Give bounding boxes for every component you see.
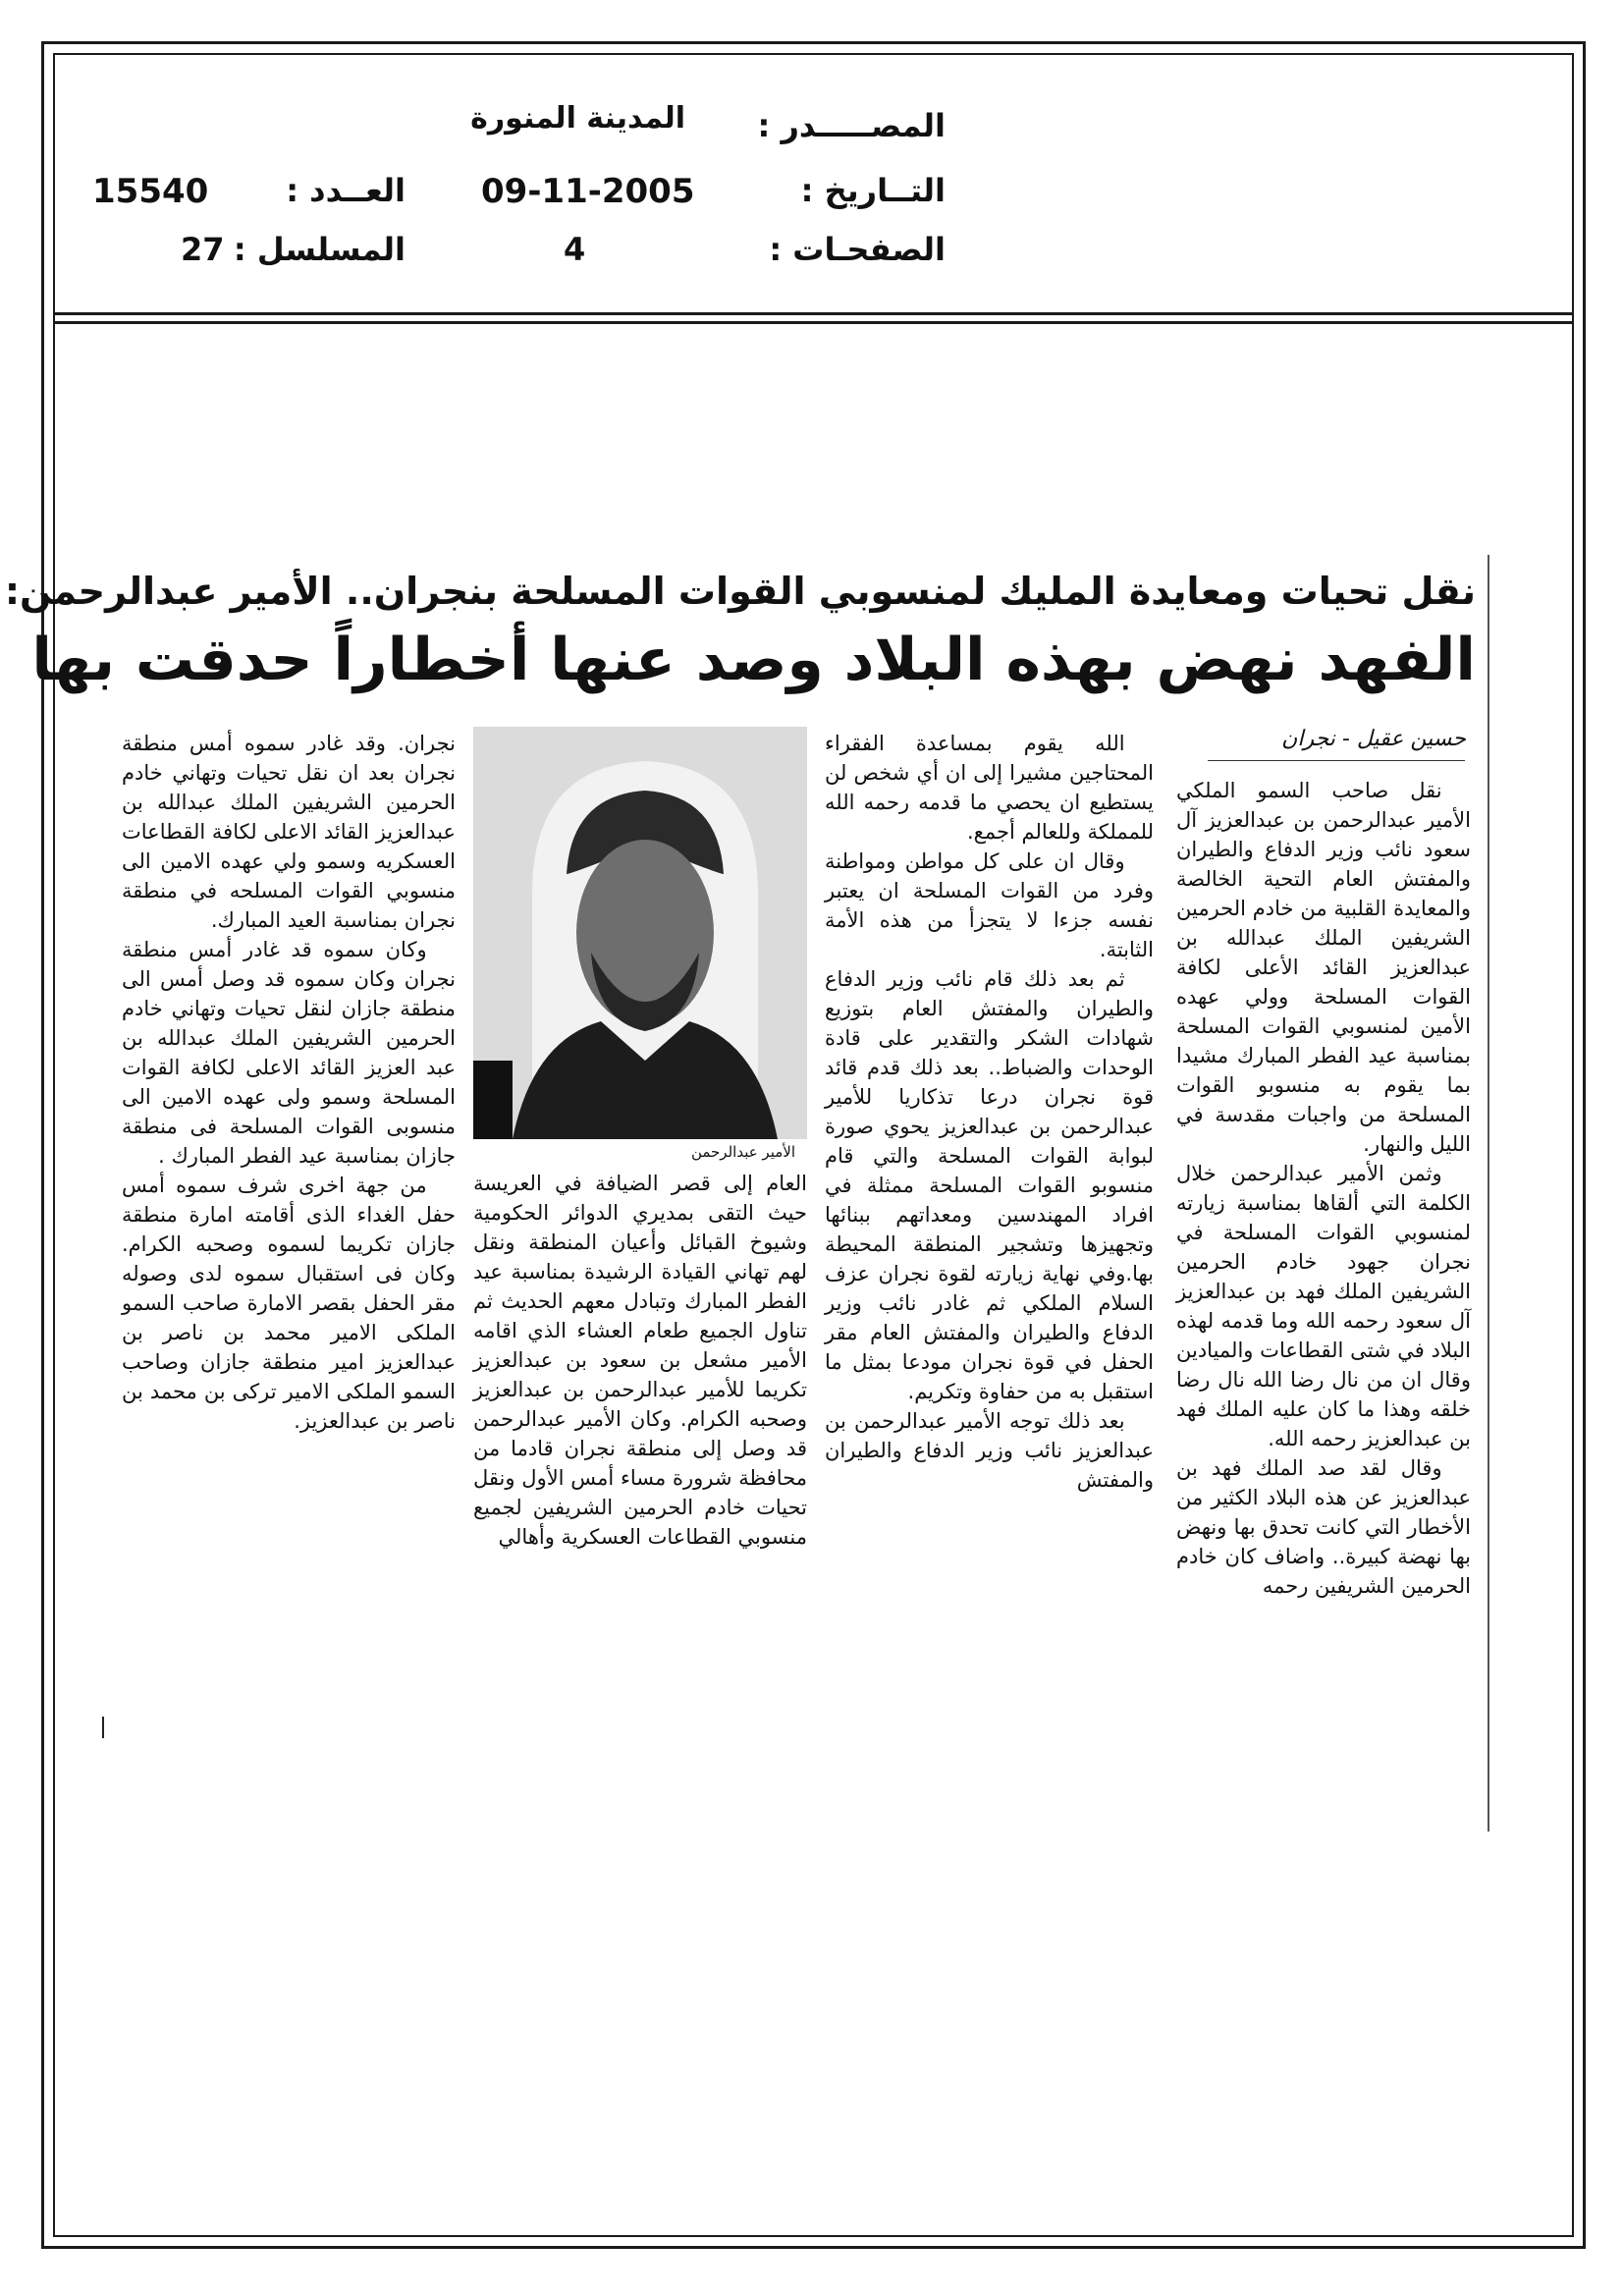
serial-label: المسلسل : — [233, 231, 406, 268]
paragraph: العام إلى قصر الضيافة في العريسة حيث التقى بمديري الدوائر الحكومية وشيوخ القبائل وأعيان المنطقة ونقل لهم تهاني القيادة الرشيدة بمناسبة عيد الفطر المبارك وتبادل معهم الحديث ثم تناول الجميع طعام العشاء الذي اقامه الأمير مشعل بن سعود بن عبدالعزيز تكريما للأمير عبدالرحمن بن عبدالعزيز وصحبه الكرام. وكان الأمير عبدالرحمن قد وصل إلى منطقة نجران قادما من محافظة شرورة مساء أمس الأول ونقل تحيات خادم الحرمين الشريفين لجميع منسوبي القطاعات العسكرية وأهالي — [473, 1172, 807, 1549]
paragraph: بعد ذلك توجه الأمير عبدالرحمن بن عبدالعزيز نائب وزير الدفاع والطيران والمفتش — [825, 1409, 1154, 1492]
photo-caption: الأمير عبدالرحمن — [690, 1143, 795, 1161]
article-column-1 — [1176, 776, 1471, 1601]
date-value: 09-11-2005 — [481, 172, 695, 211]
paragraph: نقل صاحب السمو الملكي الأمير عبدالرحمن بن عبدالعزيز آل سعود نائب وزير الدفاع والطيران والمفتش العام التحية الخالصة والمعايدة القلبية من خادم الحرمين الشريفين الملك عبدالله بن عبدالعزيز القائد الأعلى لكافة القوات المسلحة وولي عهده الأمين لمنسوبي القوات المسلحة بمناسبة عيد الفطر المبارك مشيدا بما يقوم به منسوبو القوات المسلحة من واجبات مقدسة في الليل والنهار. — [1176, 779, 1471, 1156]
article-column-4 — [122, 729, 456, 1436]
date-label: التــاريخ : — [800, 172, 946, 209]
article-column-3 — [473, 1169, 807, 1552]
article-headline: الفهد نهض بهذه البلاد وصد عنها أخطاراً حدقت بها — [31, 626, 1476, 694]
paragraph: وقال ان على كل مواطن ومواطنة وفرد من القوات المسلحة ان يعتبر نفسه جزءا لا يتجزأ من هذه الأمة الثابتة. — [825, 849, 1154, 961]
paragraph: من جهة اخرى شرف سموه أمس حفل الغداء الذى أقامته امارة منطقة جازان تكريما لسموه وصحبه الكرام. وكان فى استقبال سموه لدى وصوله مقر الحفل بقصر الامارة صاحب السمو الملكى الامير محمد بن ناصر بن عبدالعزيز امير منطقة جازان وصاحب السمو الملكى الامير تركى بن محمد بن ناصر بن عبدالعزيز. — [122, 1174, 456, 1433]
article-photo — [473, 727, 807, 1139]
serial-value: 27 — [181, 231, 225, 268]
header-divider — [53, 312, 1574, 324]
margin-mark — [102, 1717, 104, 1738]
paragraph: وقال لقد صد الملك فهد بن عبدالعزيز عن هذه البلاد الكثير من الأخطار التي كانت تحدق بها ونهض بها نهضة كبيرة.. واضاف كان خادم الحرمين الشريفين رحمه — [1176, 1456, 1471, 1598]
pages-label: الصفحـات : — [769, 231, 946, 268]
issue-value: 15540 — [92, 172, 209, 211]
paragraph: ثم بعد ذلك قام نائب وزير الدفاع والطيران والمفتش العام بتوزيع شهادات الشكر والتقدير على قادة الوحدات والضباط.. بعد ذلك قدم قائد قوة نجران درعا تذكاريا للأمير عبدالرحمن بن عبدالعزيز يحوي صورة لبوابة القوات المسلحة والتي قام منسوبو القوات المسلحة ممثلة في افراد المهندسين ومعداتهم ببنائها وتجهيزها وتشجير المنطقة المحيطة بها.وفي نهاية زيارته لقوة نجران عزف السلام الملكي ثم غادر نائب وزير الدفاع والطيران والمفتش العام مقر الحفل في قوة نجران مودعا بمثل ما استقبل به من حفاوة وتكريم. — [825, 967, 1154, 1403]
byline-underline — [1208, 760, 1465, 761]
article-column-2 — [825, 729, 1154, 1495]
paragraph: وثمن الأمير عبدالرحمن خلال الكلمة التي ألقاها بمناسبة زيارته لمنسوبي القوات المسلحة في نجران جهود خادم الحرمين الشريفين الملك فهد بن عبدالعزيز آل سعود رحمه الله وما قدمه لهذه البلاد في شتى القطاعات والميادين وقال ان من نال رضا الله نال رضا خلقه وهذا ما كان عليه الملك فهد بن عبدالعزيز رحمه الله. — [1176, 1162, 1471, 1450]
portrait-image — [473, 727, 807, 1139]
article-subheadline: نقل تحيات ومعايدة المليك لمنسوبي القوات المسلحة بنجران.. الأمير عبدالرحمن: — [4, 570, 1476, 613]
source-value: المدينة المنورة — [470, 101, 685, 136]
issue-label: العــدد : — [286, 172, 406, 209]
article-side-rule — [1488, 555, 1489, 1831]
article-byline: حسين عقيل - نجران — [1281, 727, 1466, 751]
paragraph: نجران. وقد غادر سموه أمس منطقة نجران بعد ان نقل تحيات وتهاني خادم الحرمين الشريفين الملك عبدالله بن عبدالعزيز القائد الاعلى لكافة القطاعات العسكريه وسمو ولي عهده الامين الى منسوبي القوات المسلحه في منطقة نجران بمناسبة العيد المبارك. — [122, 732, 456, 932]
paragraph: الله يقوم بمساعدة الفقراء المحتاجين مشيرا إلى ان أي شخص لن يستطيع ان يحصي ما قدمه رحمه الله للمملكة وللعالم أجمع. — [825, 732, 1154, 844]
pages-value: 4 — [564, 231, 586, 268]
paragraph: وكان سموه قد غادر أمس منطقة نجران وكان سموه قد وصل أمس الى منطقة جازان لنقل تحيات وتهاني خادم الحرمين الشريفين الملك عبدالله بن عبد العزيز القائد الاعلى لكافة القوات المسلحة وسمو ولى عهده الامين الى منسوبى القوات المسلحة فى منطقة جازان بمناسبة عيد الفطر المبارك . — [122, 938, 456, 1168]
source-label: المصـــــدر : — [757, 107, 946, 144]
